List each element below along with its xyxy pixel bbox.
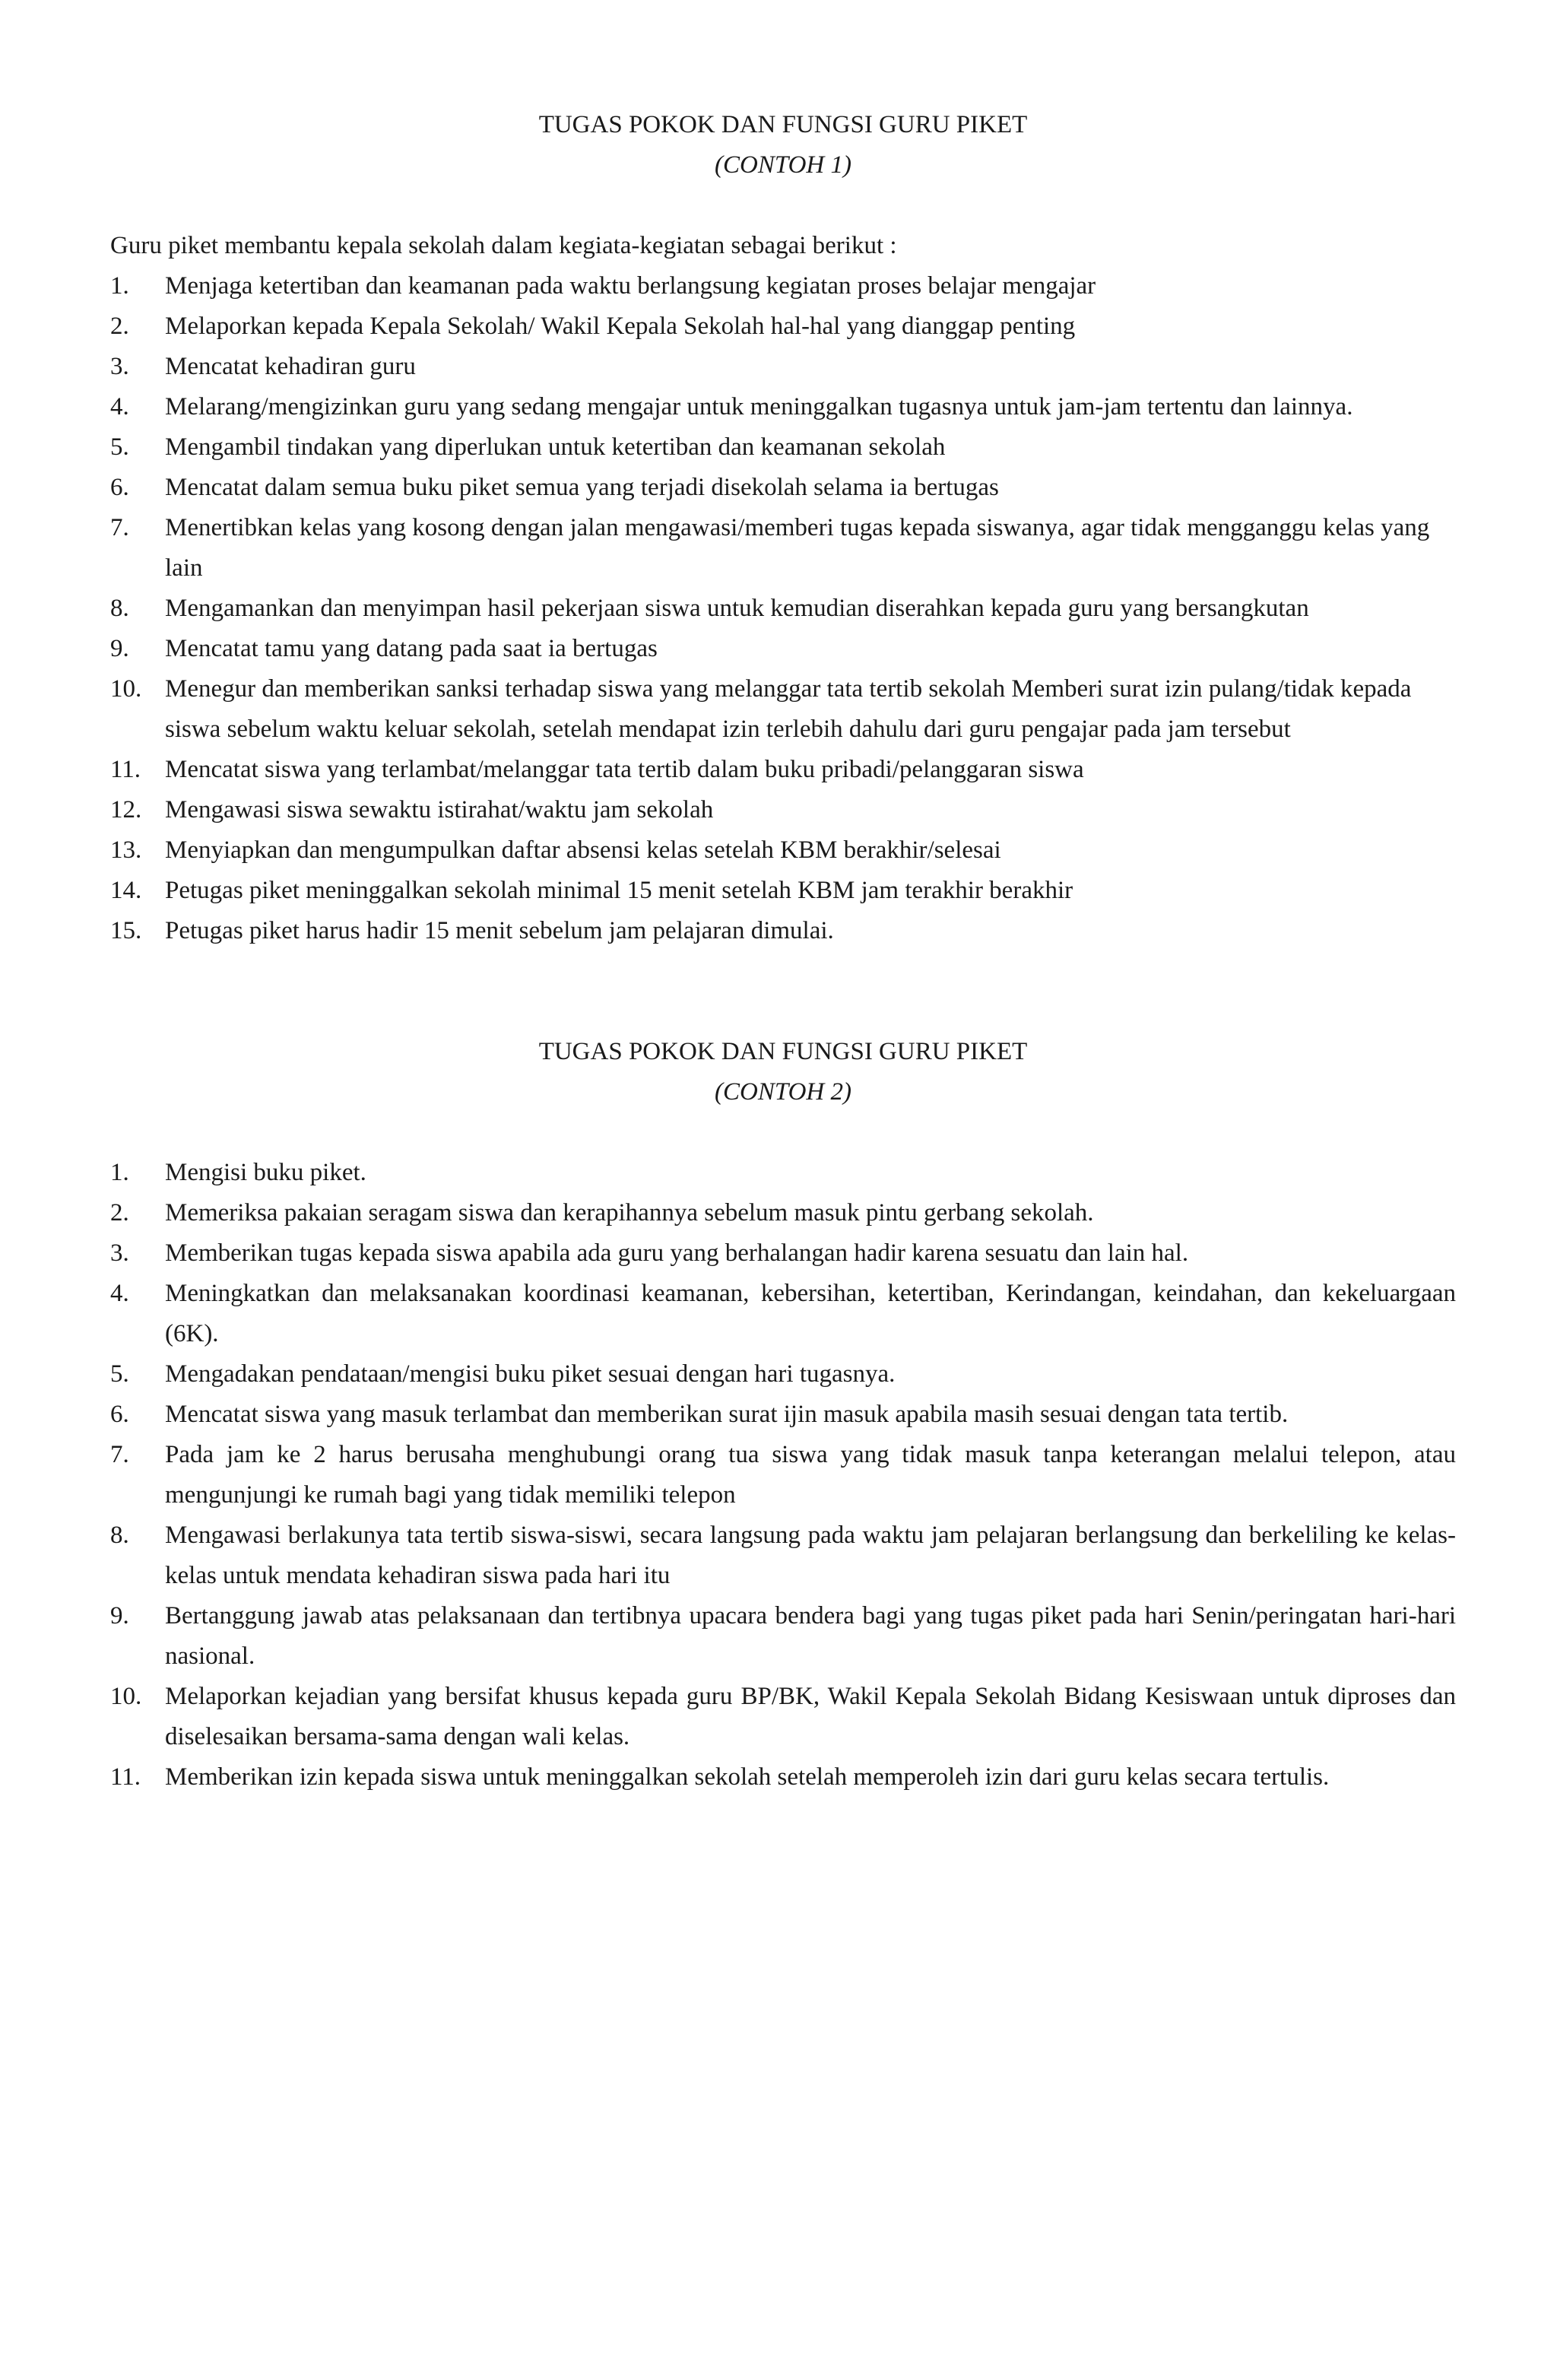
item-text: Melaporkan kepada Kepala Sekolah/ Wakil Kepala Sekolah hal-hal yang dianggap penting: [165, 313, 1076, 340]
item-text: Menegur dan memberikan sanksi terhadap siswa yang melanggar tata tertib sekolah Memberi surat izin pulang/tidak kepada siswa sebelum waktu keluar sekolah, setelah mendapat izin terlebih dahulu dari guru pengajar pada jam tersebut: [165, 675, 1412, 743]
section-title: TUGAS POKOK DAN FUNGSI GURU PIKET: [538, 1038, 1028, 1065]
item-text: Menjaga ketertiban dan keamanan pada waktu berlangsung kegiatan proses belajar mengajar: [165, 272, 1096, 300]
section-contoh-2: [110, 1032, 1456, 1798]
item-text: Mencatat kehadiran guru: [165, 353, 416, 380]
item-number: 10.: [110, 675, 142, 703]
list-item: [110, 790, 1456, 830]
item-number: 2.: [110, 1199, 129, 1226]
list-item: [110, 1596, 1456, 1677]
list-item: [110, 589, 1456, 629]
item-text: Petugas piket harus hadir 15 menit sebelum jam pelajaran dimulai.: [165, 917, 834, 944]
list-item: [110, 750, 1456, 790]
item-number: 4.: [110, 393, 129, 420]
section-title: TUGAS POKOK DAN FUNGSI GURU PIKET: [538, 111, 1028, 138]
list-item: [110, 629, 1456, 669]
item-number: 5.: [110, 1360, 129, 1388]
task-list: [110, 266, 1456, 951]
item-number: 3.: [110, 1239, 129, 1267]
list-item: [110, 871, 1456, 911]
item-number: 11.: [110, 756, 141, 783]
list-item: [110, 1153, 1456, 1193]
list-item: [110, 347, 1456, 387]
item-number: 12.: [110, 796, 142, 823]
item-text: Memeriksa pakaian seragam siswa dan kerapihannya sebelum masuk pintu gerbang sekolah.: [165, 1199, 1094, 1226]
item-number: 11.: [110, 1763, 141, 1791]
item-text: Menertibkan kelas yang kosong dengan jalan mengawasi/memberi tugas kepada siswanya, agar tidak mengganggu kelas yang lain: [165, 514, 1430, 582]
item-number: 13.: [110, 836, 142, 864]
section-subtitle: (CONTOH 2): [714, 1078, 851, 1106]
item-text: Mengamankan dan menyimpan hasil pekerjaan siswa untuk kemudian diserahkan kepada guru yang bersangkutan: [165, 595, 1309, 622]
item-text: Mengisi buku piket.: [165, 1159, 366, 1186]
list-item: [110, 1233, 1456, 1274]
item-number: 6.: [110, 474, 129, 501]
item-text: Memberikan tugas kepada siswa apabila ada guru yang berhalangan hadir karena sesuatu dan lain hal.: [165, 1239, 1189, 1267]
list-item: [110, 1757, 1456, 1798]
list-item: [110, 266, 1456, 306]
item-text: Menyiapkan dan mengumpulkan daftar absensi kelas setelah KBM berakhir/selesai: [165, 836, 1001, 864]
list-item: [110, 830, 1456, 871]
item-text: Mencatat siswa yang masuk terlambat dan memberikan surat ijin masuk apabila masih sesuai dengan tata tertib.: [165, 1401, 1289, 1428]
item-text: Melarang/mengizinkan guru yang sedang mengajar untuk meninggalkan tugasnya untuk jam-jam tertentu dan lainnya.: [165, 393, 1353, 420]
list-item: [110, 508, 1456, 589]
intro-paragraph: Guru piket membantu kepala sekolah dalam kegiata-kegiatan sebagai berikut :: [110, 232, 897, 259]
task-list: [110, 1153, 1456, 1798]
item-text: Pada jam ke 2 harus berusaha menghubungi orang tua siswa yang tidak masuk tanpa keterangan melalui telepon, atau mengunjungi ke rumah bagi yang tidak memiliki telepon: [165, 1441, 1456, 1509]
item-number: 8.: [110, 595, 129, 622]
item-number: 7.: [110, 514, 129, 541]
item-text: Petugas piket meninggalkan sekolah minimal 15 menit setelah KBM jam terakhir berakhir: [165, 877, 1073, 904]
item-number: 9.: [110, 1602, 129, 1630]
item-number: 2.: [110, 313, 129, 340]
item-text: Mencatat siswa yang terlambat/melanggar tata tertib dalam buku pribadi/pelanggaran siswa: [165, 756, 1084, 783]
list-item: [110, 427, 1456, 468]
item-text: Mengawasi berlakunya tata tertib siswa-siswi, secara langsung pada waktu jam pelajaran berlangsung dan berkeliling ke kelas-kelas untuk mendata kehadiran siswa pada hari itu: [165, 1522, 1456, 1589]
item-number: 10.: [110, 1683, 142, 1710]
list-item: [110, 1354, 1456, 1395]
item-number: 1.: [110, 1159, 129, 1186]
list-item: [110, 1435, 1456, 1515]
item-text: Mengadakan pendataan/mengisi buku piket sesuai dengan hari tugasnya.: [165, 1360, 896, 1388]
list-item: [110, 1395, 1456, 1435]
list-item: [110, 669, 1456, 750]
document-page: [110, 105, 1456, 1798]
item-number: 15.: [110, 917, 142, 944]
item-text: Mencatat dalam semua buku piket semua yang terjadi disekolah selama ia bertugas: [165, 474, 999, 501]
item-number: 4.: [110, 1280, 129, 1307]
list-item: [110, 1515, 1456, 1596]
item-text: Mengambil tindakan yang diperlukan untuk ketertiban dan keamanan sekolah: [165, 433, 946, 461]
item-number: 3.: [110, 353, 129, 380]
list-item: [110, 1274, 1456, 1354]
item-number: 6.: [110, 1401, 129, 1428]
item-text: Mengawasi siswa sewaktu istirahat/waktu jam sekolah: [165, 796, 714, 823]
list-item: [110, 911, 1456, 951]
section-subtitle: (CONTOH 1): [714, 151, 851, 179]
list-item: [110, 1677, 1456, 1757]
item-number: 8.: [110, 1522, 129, 1549]
item-number: 1.: [110, 272, 129, 300]
item-number: 7.: [110, 1441, 129, 1468]
item-number: 14.: [110, 877, 142, 904]
item-text: Mencatat tamu yang datang pada saat ia bertugas: [165, 635, 658, 662]
item-text: Melaporkan kejadian yang bersifat khusus kepada guru BP/BK, Wakil Kepala Sekolah Bidang Kesiswaan untuk diproses dan diselesaikan bersama-sama dengan wali kelas.: [165, 1683, 1456, 1750]
section-contoh-1: [110, 105, 1456, 951]
list-item: [110, 1193, 1456, 1233]
item-text: Memberikan izin kepada siswa untuk meninggalkan sekolah setelah memperoleh izin dari guru kelas secara tertulis.: [165, 1763, 1330, 1791]
item-number: 5.: [110, 433, 129, 461]
item-number: 9.: [110, 635, 129, 662]
list-item: [110, 468, 1456, 508]
list-item: [110, 387, 1456, 427]
item-text: Bertanggung jawab atas pelaksanaan dan tertibnya upacara bendera bagi yang tugas piket pada hari Senin/peringatan hari-hari nasional.: [165, 1602, 1456, 1670]
item-text: Meningkatkan dan melaksanakan koordinasi keamanan, kebersihan, ketertiban, Kerindangan, keindahan, dan kekeluargaan (6K).: [165, 1280, 1456, 1347]
list-item: [110, 306, 1456, 347]
